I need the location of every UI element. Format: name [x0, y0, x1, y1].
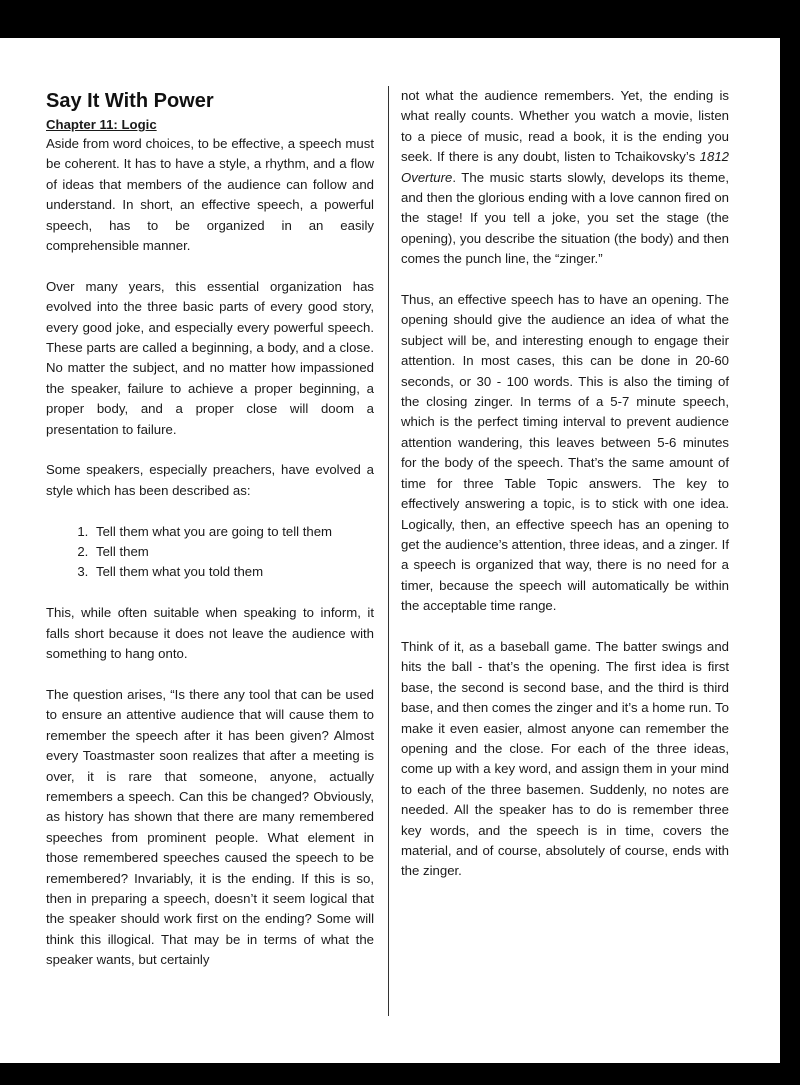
paragraph-text: not what the audience remembers. Yet, the ending is what really counts. Whether you watch a movie, listen to a piece of music, read a book, it is the ending you seek. If there is any doubt, listen to Tchaikovsky’s [401, 88, 729, 165]
chapter-heading: Chapter 11: Logic [46, 117, 157, 132]
right-column [401, 86, 729, 882]
paragraph [401, 86, 729, 270]
left-column [46, 88, 374, 971]
list-item: 3. Tell them what you told them [92, 562, 374, 582]
paragraph: This, while often suitable when speaking to inform, it falls short because it does not leave the audience with something to hang onto. [46, 605, 374, 662]
page-title: Say It With Power [46, 90, 214, 112]
document-page [0, 38, 780, 1063]
paragraph: Thus, an effective speech has to have an opening. The opening should give the audience an idea of what the subject will be, and interesting enough to engage their attention. In most cases, this can be done in 20-60 seconds, or 30 - 100 words. This is also the timing of the closing zinger. In terms of a 5-7 minute speech, which is the perfect timing interval to prevent audience attention wandering, this leaves between 5-6 minutes for the body of the speech. That’s the same amount of time for three Table Topic answers. The key to effectively answering a topic, is to stick with one idea. Logically, then, an effective speech has an opening to get the audience’s attention, three ideas, and a zinger. If a speech is organized that way, there is no need for a timer, because the speech will automatically be within the acceptable time range. [401, 292, 729, 614]
paragraph: Some speakers, especially preachers, have evolved a style which has been described as: [46, 462, 374, 498]
paragraph: Aside from word choices, to be effective, a speech must be coherent. It has to have a style, a rhythm, and a flow of ideas that members of the audience can follow and understand. In short, an effective speech, a powerful speech, has to be organized in an easily comprehensible manner. [46, 136, 374, 254]
paragraph-text: . The music starts slowly, develops its theme, and then the glorious ending with a love cannon fired on the stage! If you tell a joke, you set the stage (the opening), you describe the situation (the body) and then comes the punch line, the “zinger.” [401, 169, 729, 267]
list-item: 2. Tell them [92, 542, 374, 562]
column-divider [388, 86, 389, 1016]
italic-title: 1812 Overture [401, 149, 729, 185]
paragraph: The question arises, “Is there any tool that can be used to ensure an attentive audience that will cause them to remember the speech after it has been given? Almost every Toastmaster soon realizes that after a meeting is over, it is rare that someone, anyone, actually remembers a speech. Can this be changed? Obviously, as history has shown that there are many remembered speeches from prominent people. What element in those remembered speeches caused the speech to be remembered? Invariably, it is the ending. If this is so, then in preparing a speech, doesn’t it seem logical that the speaker should work first on the ending? Some will think this illogical. That may be in terms of what the speaker wants, but certainly [46, 686, 374, 968]
numbered-list [46, 522, 374, 583]
list-item: 1. Tell them what you are going to tell them [92, 522, 374, 542]
paragraph: Over many years, this essential organization has evolved into the three basic parts of every good story, every good joke, and especially every powerful speech. These parts are called a beginning, a body, and a close. No matter the subject, and no matter how impassioned the speaker, failure to achieve a proper beginning, a proper body, and a proper close will doom a presentation to failure. [46, 278, 374, 437]
paragraph: Think of it, as a baseball game. The batter swings and hits the ball - that’s the opening. The first idea is first base, the second is second base, and the third is third base, and then comes the zinger and it’s a home run. To make it even easier, almost anyone can remember the opening and the close. For each of the three ideas, come up with a key word, and assign them in your mind to each of the three basemen. Suddenly, no notes are needed. All the speaker has to do is remember three key words, and the speech is in time, covers the material, and of course, absolutely of course, ends with the zinger. [401, 638, 729, 879]
